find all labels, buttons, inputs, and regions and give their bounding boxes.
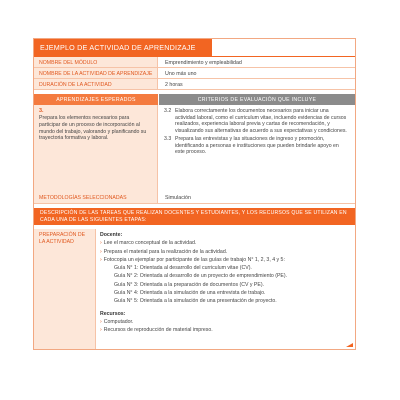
list-item: › Lee el marco conceptual de la actividad. — [100, 240, 197, 247]
corner-mark — [346, 343, 353, 347]
recursos-title: Recursos: — [100, 310, 126, 317]
row-actividad — [34, 68, 355, 79]
criterio-text: Prepara las entrevistas y las situaciones de ingreso y promoción, identificando a personas e instituciones que pueden brindarle apoyo en este proceso. — [175, 135, 339, 156]
criterio-item — [164, 108, 350, 135]
card-title: EJEMPLO DE ACTIVIDAD DE APRENDIZAJE — [34, 39, 212, 56]
row-label: DURACIÓN DE LA ACTIVIDAD — [34, 79, 158, 89]
list-item: › Recursos de reproducción de material impreso. — [100, 327, 213, 334]
preparacion-content — [100, 231, 352, 335]
list-item: › Computador. — [100, 318, 134, 325]
arrow-icon: › — [100, 327, 102, 334]
row-value: Uno más uno — [165, 71, 197, 77]
arrow-icon: › — [100, 240, 102, 247]
guia-item: Guía N° 4: Orientada a la simulación de una entrevista de trabajo. — [114, 290, 266, 297]
row-value: Emprendimiento y empleabilidad — [165, 60, 242, 66]
row-modulo — [34, 57, 355, 68]
row-label: NOMBRE DEL MÓDULO — [34, 57, 158, 67]
list-item: › Fotocopia un ejemplar por participante de las guías de trabajo N° 1, 2, 3, 4 y 5: — [100, 256, 285, 263]
aprendizaje-cell — [34, 105, 158, 203]
criterios-list — [164, 108, 350, 157]
row-value: Simulación — [165, 195, 191, 201]
criterio-number: 3.3 — [164, 135, 172, 142]
guia-item: Guía N° 2: Orientada al desarrollo de un proyecto de emprendimiento (PE). — [114, 273, 288, 280]
aprendizaje-text: Prepara los elementos necesarios para participar de un proceso de incorporación al mundo del trabajo, valorando y planificando su trayectoria formativa y laboral. — [39, 115, 147, 142]
row-duracion — [34, 79, 355, 90]
learning-section — [34, 94, 355, 204]
criterio-number: 3.2 — [164, 108, 172, 114]
criterios-header: CRITERIOS DE EVALUACIÓN QUE INCLUYE — [158, 94, 355, 105]
arrow-icon: › — [100, 318, 102, 325]
aprendizaje-number: 3. — [39, 108, 44, 114]
guia-item: Guía N° 1: Orientada al desarrollo del curriculum vitae (CV). — [114, 265, 252, 272]
row-value: 2 horas — [165, 82, 183, 88]
docente-title: Docente: — [100, 232, 123, 238]
guia-item: Guía N° 5: Orientada a la simulación de una presentación de proyecto. — [114, 298, 277, 305]
preparacion-label: PREPARACIÓN DE LA ACTIVIDAD — [34, 229, 96, 349]
list-item: › Prepara el material para la realización de la actividad. — [100, 248, 228, 255]
description-bar: DESCRIPCIÓN DE LAS TAREAS QUE REALIZAN DOCENTES Y ESTUDIANTES, Y LOS RECURSOS QUE SE UTILIZAN EN CADA UNA DE LAS SIGUIENTES ETAPAS: — [34, 208, 355, 225]
criterio-text: Elabora correctamente los documentos necesarios para iniciar una actividad laboral, como el curriculum vitae, incluendo evidencias de cursos realizados, experiencia laboral previa y cartas de recomendación, y visualizando sus alternativas de acuerdo a sus expectativas y condiciones. — [175, 108, 347, 135]
criterio-item — [164, 136, 350, 156]
guia-item: Guía N° 3: Orientada a la preparación de documentos (CV y PE). — [114, 281, 264, 288]
activity-card — [33, 38, 356, 350]
row-metodologias — [34, 191, 355, 204]
arrow-icon: › — [100, 248, 102, 255]
aprendizajes-header: APRENDIZAJES ESPERADOS — [34, 94, 158, 105]
row-label: NOMBRE DE LA ACTIVIDAD DE APRENDIZAJE — [34, 68, 158, 78]
row-label: METODOLOGÍAS SELECCIONADAS — [34, 191, 158, 203]
arrow-icon: › — [100, 256, 102, 263]
